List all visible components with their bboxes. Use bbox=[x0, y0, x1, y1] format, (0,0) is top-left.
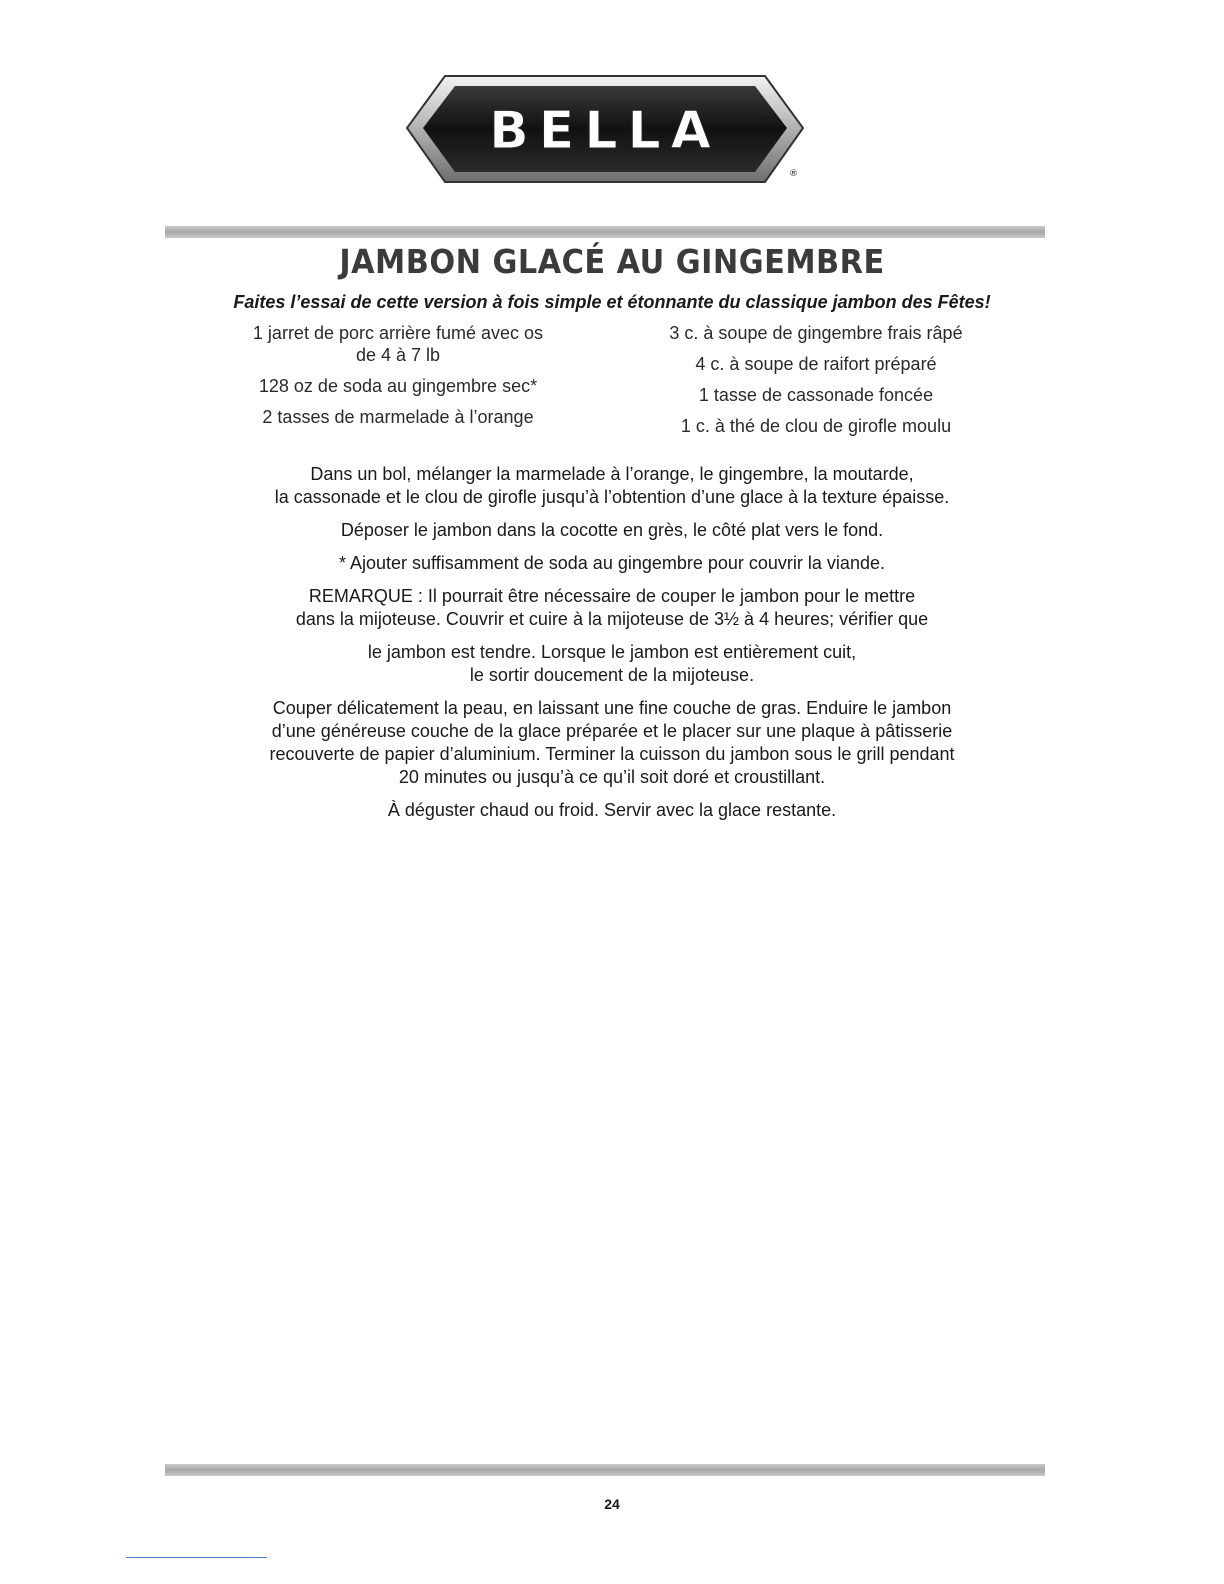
instruction-paragraph: * Ajouter suffisamment de soda au gingembre pour couvrir la viande. bbox=[339, 553, 885, 573]
bella-logo bbox=[405, 72, 805, 190]
instruction-paragraph: REMARQUE : Il pourrait être nécessaire de couper le jambon pour le mettre dans la mijoteuse. Couvrir et cuire à la mijoteuse de 3½ à 4 heures; vérifier que bbox=[295, 586, 929, 629]
registered-mark: ® bbox=[789, 169, 798, 179]
ingredient-item: 3 c. à soupe de gingembre frais râpé bbox=[669, 323, 963, 343]
instruction-paragraph: le jambon est tendre. Lorsque le jambon est entièrement cuit, le sortir doucement de la mijoteuse. bbox=[367, 642, 857, 685]
instruction-paragraph: Dans un bol, mélanger la marmelade à l’orange, le gingembre, la moutarde, la cassonade et le clou de girofle jusqu’à l’obtention d’une glace à la texture épaisse. bbox=[274, 464, 950, 507]
footnote-separator bbox=[126, 1557, 267, 1558]
instruction-paragraph: Déposer le jambon dans la cocotte en grès, le côté plat vers le fond. bbox=[340, 520, 884, 540]
instructions bbox=[162, 463, 1062, 832]
bottom-rule bbox=[165, 1464, 1045, 1476]
instruction-paragraph: Couper délicatement la peau, en laissant une fine couche de gras. Enduire le jambon d’une généreuse couche de la glace préparée et le placer sur une plaque à pâtisserie recouverte de papier d’aluminium. Terminer la cuisson du jambon sous le grill pendant 20 minutes ou jusqu’à ce qu’il soit doré et croustillant. bbox=[269, 698, 955, 787]
ingredient-item: 2 tasses de marmelade à l’orange bbox=[262, 407, 534, 427]
logo-wordmark: BELLA bbox=[489, 101, 721, 161]
ingredient-item: 1 jarret de porc arrière fumé avec os de 4 à 7 lb bbox=[252, 323, 544, 365]
ingredient-item: 1 tasse de cassonade foncée bbox=[698, 385, 934, 405]
top-rule bbox=[165, 226, 1045, 238]
ingredient-item: 128 oz de soda au gingembre sec* bbox=[258, 376, 538, 396]
ingredient-item: 1 c. à thé de clou de girofle moulu bbox=[680, 416, 952, 436]
recipe-title: JAMBON GLACÉ AU GINGEMBRE bbox=[339, 242, 885, 281]
recipe-subtitle: Faites l’essai de cette version à fois simple et étonnante du classique jambon des Fêtes! bbox=[233, 292, 991, 312]
instruction-paragraph: À déguster chaud ou froid. Servir avec la glace restante. bbox=[387, 800, 837, 820]
page-number: 24 bbox=[604, 1496, 620, 1512]
ingredients-right bbox=[606, 322, 1026, 446]
ingredients-left bbox=[188, 322, 608, 437]
ingredient-item: 4 c. à soupe de raifort préparé bbox=[695, 354, 937, 374]
